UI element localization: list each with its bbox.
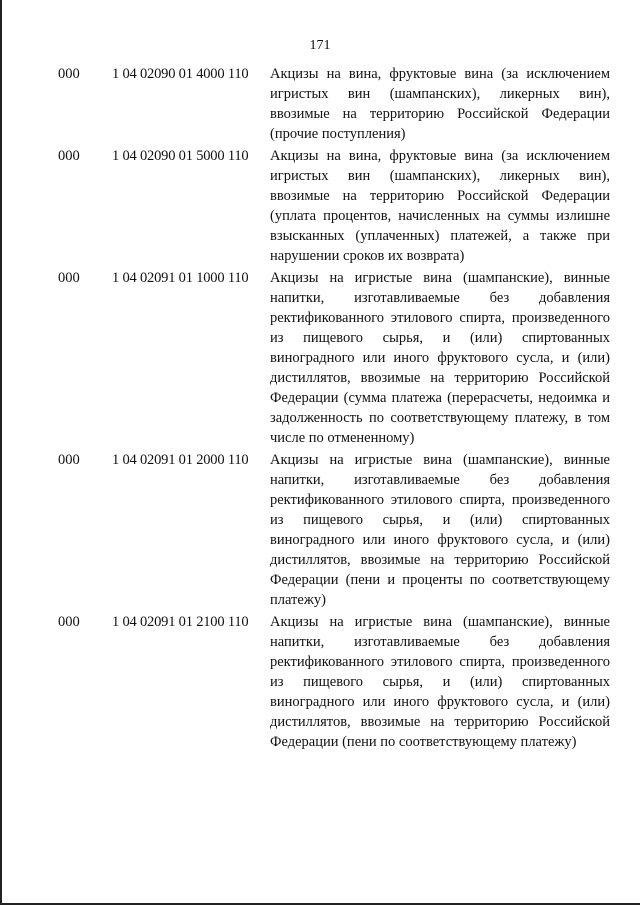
admin-code: 000 [58, 148, 80, 164]
admin-code: 000 [58, 614, 80, 630]
entry-description: Акцизы на игристые вина (шампанские), винные напитки, изготавливаемые без добавления ректификованного этилового спирта, произведенного из пищевого сырья, и (или) спиртованных виноградного или иного фруктового сусла, и (или) дистиллятов, ввозимые на территорию Российской Федерации (пени и проценты по соответствующему платежу) [270, 452, 610, 608]
list-item [58, 450, 614, 610]
budget-code: 1 04 02091 01 2100 110 [112, 614, 249, 630]
budget-code: 1 04 02091 01 1000 110 [112, 270, 249, 286]
entries-list [58, 64, 614, 754]
admin-code: 000 [58, 452, 80, 468]
list-item [58, 612, 614, 752]
page-number: 171 [309, 38, 331, 53]
budget-code: 1 04 02091 01 2000 110 [112, 452, 249, 468]
entry-description: Акцизы на игристые вина (шампанские), винные напитки, изготавливаемые без добавления ректификованного этилового спирта, произведенного из пищевого сырья, и (или) спиртованных виноградного или иного фруктового сусла, и (или) дистиллятов, ввозимые на территорию Российской Федерации (сумма платежа (перерасчеты, недоимка и задолженность по соответствующему платежу, в том числе по отмененному) [270, 270, 610, 446]
entry-description: Акцизы на вина, фруктовые вина (за исключением игристых вин (шампанских), ликерных вин), ввозимые на территорию Российской Федерации (уплата процентов, начисленных на суммы излишне взысканных (уплаченных) платежей, а также при нарушении сроков их возврата) [270, 148, 610, 264]
entry-description: Акцизы на вина, фруктовые вина (за исключением игристых вин (шампанских), ликерных вин), ввозимые на территорию Российской Федерации (прочие поступления) [270, 66, 610, 142]
admin-code: 000 [58, 66, 80, 82]
list-item [58, 146, 614, 266]
admin-code: 000 [58, 270, 80, 286]
entry-description: Акцизы на игристые вина (шампанские), винные напитки, изготавливаемые без добавления ректификованного этилового спирта, произведенного из пищевого сырья, и (или) спиртованных виноградного или иного фруктового сусла, и (или) дистиллятов, ввозимые на территорию Российской Федерации (пени по соответствующему платежу) [270, 614, 610, 750]
list-item [58, 268, 614, 448]
budget-code: 1 04 02090 01 5000 110 [112, 148, 249, 164]
budget-code: 1 04 02090 01 4000 110 [112, 66, 249, 82]
list-item [58, 64, 614, 144]
